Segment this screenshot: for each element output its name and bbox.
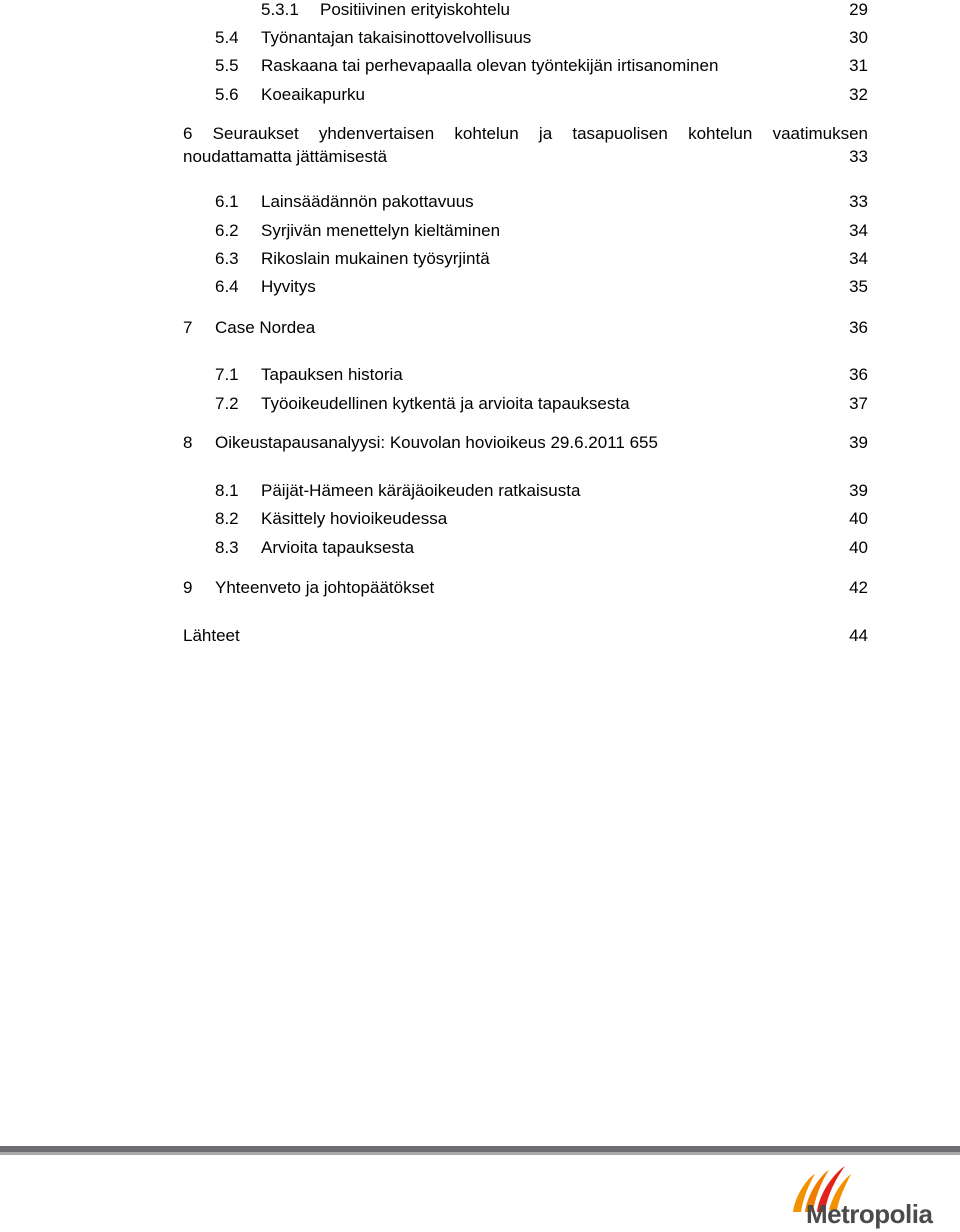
- toc-entry-8[interactable]: [0, 431, 960, 455]
- toc-number: 6.1: [215, 192, 239, 211]
- toc-title: Case Nordea: [215, 318, 316, 337]
- toc-title: Syrjivän menettelyn kieltäminen: [261, 221, 501, 240]
- toc-page: 39: [849, 481, 868, 500]
- toc-page: 35: [849, 277, 868, 296]
- toc-entry-8-1[interactable]: [0, 479, 960, 503]
- toc-entry-7[interactable]: [0, 316, 960, 340]
- toc-number: 5.4: [215, 28, 239, 47]
- toc-title: Hyvitys: [261, 277, 316, 296]
- toc-entry-lahteet[interactable]: [0, 624, 960, 648]
- toc-number: 8.2: [215, 509, 239, 528]
- toc-number: 5.5: [215, 56, 239, 75]
- toc-number: 9: [183, 578, 193, 597]
- toc-title: Oikeustapausanalyysi: Kouvolan hovioikeus 29.6.2011 655: [215, 433, 658, 452]
- toc-entry-6-1[interactable]: [0, 190, 960, 214]
- toc-page: 39: [849, 433, 868, 452]
- toc-page: 42: [849, 578, 868, 597]
- toc-page: 37: [849, 394, 868, 413]
- toc-entry-8-3[interactable]: [0, 536, 960, 560]
- toc-page: 29: [849, 0, 868, 19]
- toc-number: 6.4: [215, 277, 239, 296]
- toc-page: 33: [849, 192, 868, 211]
- toc-entry-5-3-1[interactable]: [0, 0, 960, 22]
- toc-page: 40: [849, 538, 868, 557]
- toc-title: Tapauksen historia: [261, 365, 403, 384]
- toc-entry-6-4[interactable]: [0, 275, 960, 299]
- toc-number: 7.1: [215, 365, 239, 384]
- toc-title: Päijät-Hämeen käräjäoikeuden ratkaisusta: [261, 481, 581, 500]
- toc-title: Rikoslain mukainen työsyrjintä: [261, 249, 490, 268]
- toc-entry-5-6[interactable]: [0, 83, 960, 107]
- toc-entry-7-2[interactable]: [0, 392, 960, 416]
- toc-page: 44: [849, 626, 868, 645]
- toc-title-line1: 6 Seuraukset yhdenvertaisen kohtelun ja tasapuolisen kohtelun vaatimuksen: [183, 124, 868, 143]
- toc-title: Työoikeudellinen kytkentä ja arvioita tapauksesta: [261, 394, 630, 413]
- toc-page: 30: [849, 28, 868, 47]
- toc-number: 6.2: [215, 221, 239, 240]
- toc-number: 8: [183, 433, 193, 452]
- toc-title: Yhteenveto ja johtopäätökset: [215, 578, 435, 597]
- toc-number: 8.1: [215, 481, 239, 500]
- toc-page: 36: [849, 318, 868, 337]
- toc-page: 31: [849, 56, 868, 75]
- toc-page: 32: [849, 85, 868, 104]
- metropolia-logo-text: Metropolia: [806, 1199, 933, 1229]
- toc-title: Raskaana tai perhevapaalla olevan työntekijän irtisanominen: [261, 56, 719, 75]
- toc-page: 34: [849, 221, 868, 240]
- toc-number: 7.2: [215, 394, 239, 413]
- toc-entry-5-5[interactable]: [0, 54, 960, 78]
- toc-title: Lainsäädännön pakottavuus: [261, 192, 474, 211]
- toc-number: 5.6: [215, 85, 239, 104]
- toc-title: Työnantajan takaisinottovelvollisuus: [261, 28, 532, 47]
- toc-entry-8-2[interactable]: [0, 507, 960, 531]
- toc-page: 40: [849, 509, 868, 528]
- toc-title: Koeaikapurku: [261, 85, 365, 104]
- toc-entry-7-1[interactable]: [0, 363, 960, 387]
- toc-title-line2: noudattamatta jättämisestä: [183, 147, 388, 166]
- toc-entry-9[interactable]: [0, 576, 960, 600]
- toc-page: 34: [849, 249, 868, 268]
- toc-title: Arvioita tapauksesta: [261, 538, 415, 557]
- toc-page: 33: [849, 147, 868, 166]
- toc-title: Positiivinen erityiskohtelu: [320, 0, 510, 19]
- toc-number: 7: [183, 318, 193, 337]
- toc-entry-6-3[interactable]: [0, 247, 960, 271]
- toc-entry-6-2[interactable]: [0, 219, 960, 243]
- toc-number: 6.3: [215, 249, 239, 268]
- toc-entry-6[interactable]: [0, 122, 960, 146]
- toc-number: 8.3: [215, 538, 239, 557]
- toc-entry-5-4[interactable]: [0, 26, 960, 50]
- toc-title: Lähteet: [183, 626, 240, 645]
- toc-number: 5.3.1: [261, 0, 299, 19]
- toc-title: Käsittely hovioikeudessa: [261, 509, 448, 528]
- footer-rule: [0, 1146, 960, 1155]
- toc-entry-6-continued[interactable]: [0, 145, 960, 169]
- toc-page: 36: [849, 365, 868, 384]
